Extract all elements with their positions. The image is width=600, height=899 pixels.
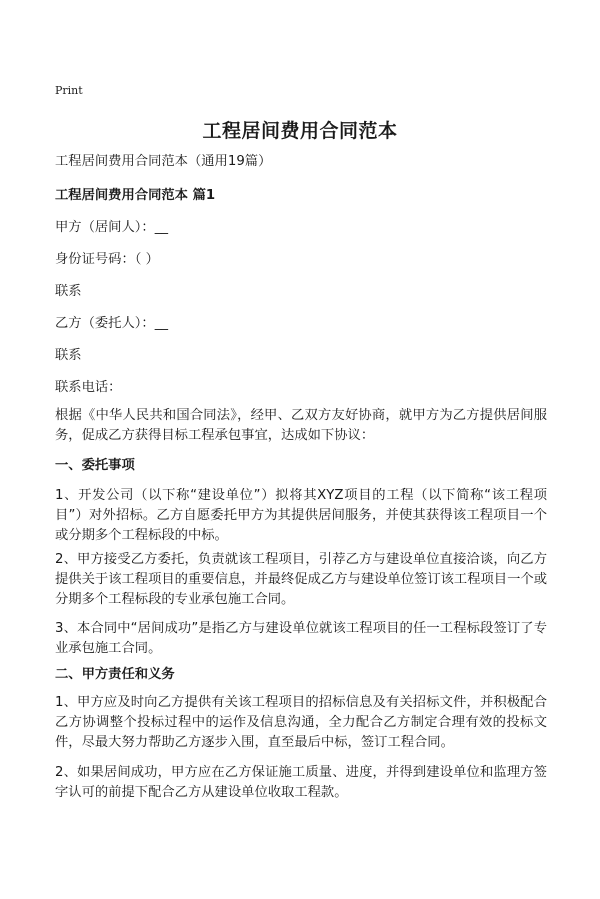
contact-b-line: 联系 — [55, 348, 82, 363]
section-2-heading: 二、甲方责任和义务 — [55, 667, 175, 682]
section-1-item-2: 2、甲方接受乙方委托，负责就该工程项目，引荐乙方与建设单位直接洽谈，向乙方提供关于该工程项目的重要信息，并最终促成乙方与建设单位签订该工程项目一个或分期多个工程标段的专业承包施工合同。 — [55, 552, 547, 607]
party-b-line: 乙方（委托人）：__ — [55, 316, 169, 331]
section-1-item-3: 3、本合同中“居间成功”是指乙方与建设单位就该工程项目的任一工程标段签订了专业承包施工合同。 — [55, 621, 547, 656]
contact-phone-line: 联系电话： — [55, 380, 122, 395]
section-2-item-1: 1、甲方应及时向乙方提供有关该工程项目的招标信息及有关招标文件，并积极配合乙方协调整个投标过程中的运作及信息沟通，全力配合乙方制定合理有效的投标文件，尽最大努力帮助乙方逐步入围，直至最后中标，签订工程合同。 — [55, 695, 547, 750]
intro-paragraph: 根据《中华人民共和国合同法》，经甲、乙双方友好协商，就甲方为乙方提供居间服务，促成乙方获得目标工程承包事宜，达成如下协议： — [55, 408, 547, 443]
page-title: 工程居间费用合同范本 — [202, 120, 398, 142]
id-number-line: 身份证号码：（ ） — [55, 252, 159, 267]
contact-a-line: 联系 — [55, 284, 82, 299]
section-2-item-2: 2、如果居间成功，甲方应在乙方保证施工质量、进度，并得到建设单位和监理方签字认可的前提下配合乙方从建设单位收取工程款。 — [55, 765, 547, 800]
article-heading: 工程居间费用合同范本 篇1 — [55, 188, 216, 203]
section-1-item-1: 1、开发公司（以下称“建设单位”）拟将其XYZ项目的工程（以下简称“该工程项目”）对外招标。乙方自愿委托甲方为其提供居间服务，并使其获得该工程项目一个或分期多个工程标段的中标。 — [55, 488, 547, 543]
party-a-line: 甲方（居间人）：__ — [55, 220, 169, 235]
print-label[interactable]: Print — [55, 84, 83, 97]
section-1-heading: 一、委托事项 — [55, 458, 135, 473]
subtitle: 工程居间费用合同范本（通用19篇） — [55, 154, 272, 169]
